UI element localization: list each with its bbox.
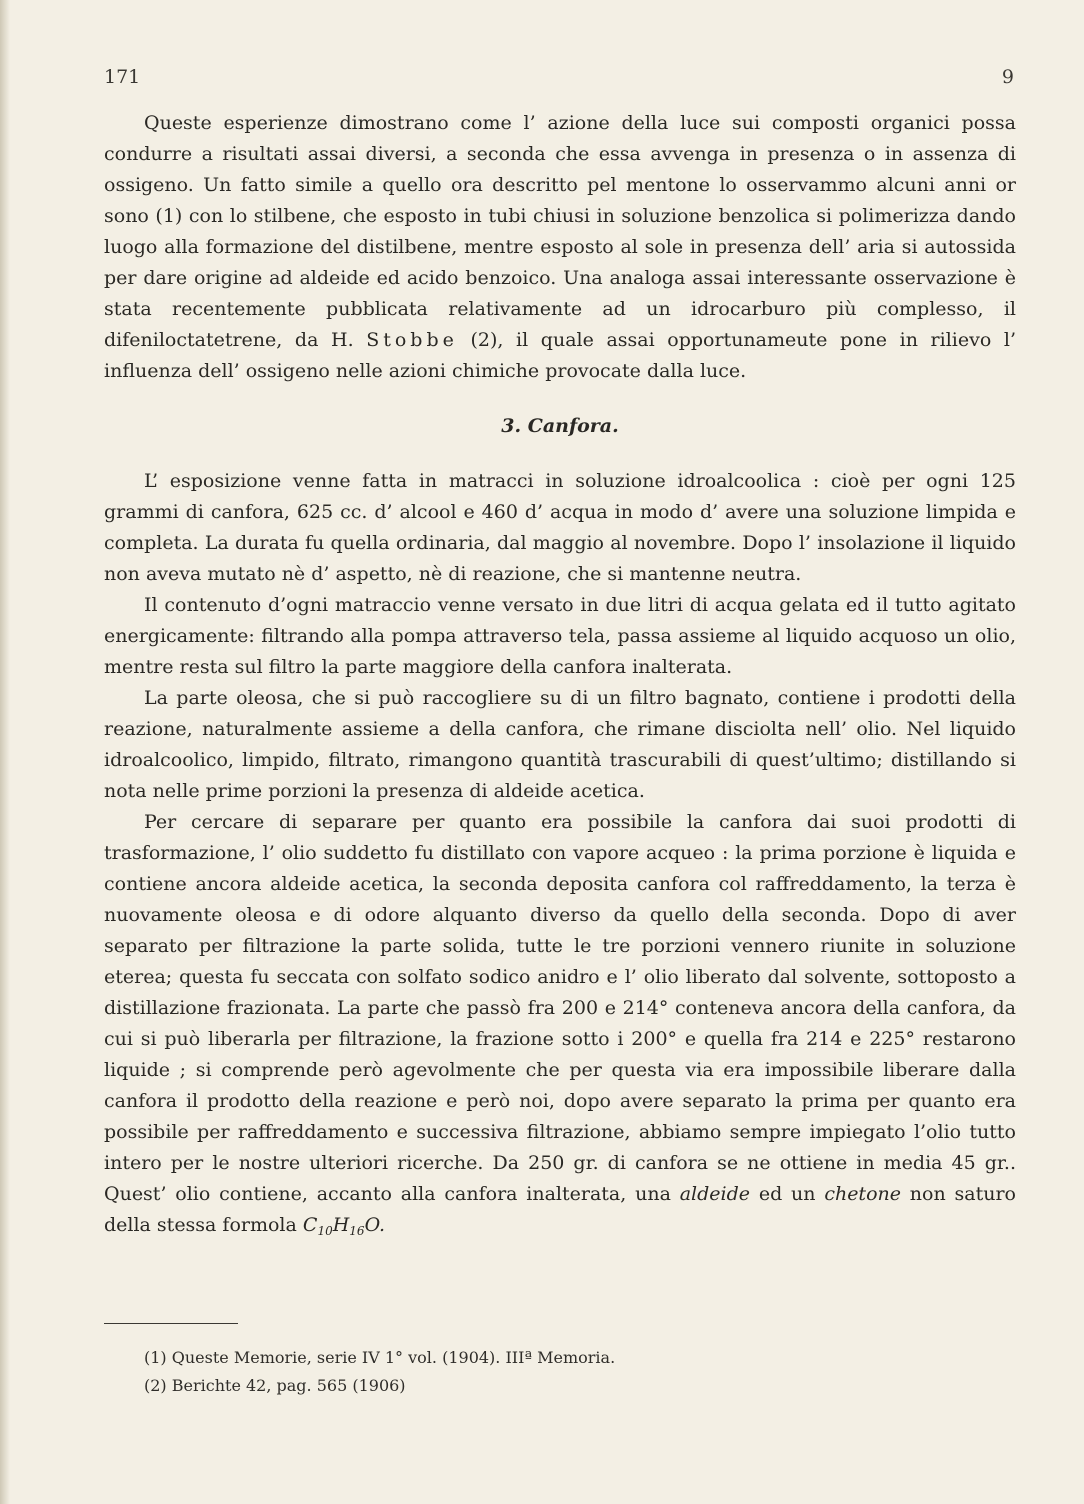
paragraph-5-text-a: Per cercare di separare per quanto era possibile la canfora dai suoi prodotti di trasformazione, l’ olio suddetto fu distillato con vapore acqueo : la prima porzione è liquida e contiene ancora aldeide acetica, la seconda deposita canfora col raffreddamento, la terza è nuovamente oleosa e di odore alquanto diverso da quello della seconda. Dopo di aver separato per filtrazione la parte solida, tutte le tre porzioni vennero riunite in soluzione eterea; questa fu seccata con solfato sodico anidro e l’ olio liberato dal solvente, sottoposto a distillazione frazionata. La parte che passò fra 200 e 214° conteneva ancora della canfora, da cui si può liberarla per filtrazione, la frazione sotto i 200° e quella fra 214 e 225° restarono liquide ; si comprende però agevolmente che per questa via era impossibile liberare dalla canfora il prodotto della reazione e però noi, dopo avere separato la prima per quanto era possibile per raffreddamento e successiva filtrazione, abbiamo sempre impiegato l’olio tutto intero per le nostre ulteriori ricerche. Da 250 gr. di canfora se ne ottiene in media 45 gr.. Quest’ olio contiene, accanto alla canfora inalterata, una <box>104 811 1016 1205</box>
paragraph-5 <box>104 807 1016 1247</box>
footnote-2: (2) Berichte 42, pag. 565 (1906) <box>144 1376 406 1395</box>
paragraph-5-text-b: non saturo della stessa formola <box>104 1183 1016 1236</box>
page-header <box>104 66 1014 88</box>
word-aldeide: aldeide <box>679 1183 751 1205</box>
paragraph-2: L’ esposizione venne fatta in matracci in soluzione idroalcoolica : cioè per ogni 125 grammi di canfora, 625 cc. d’ alcool e 460 d’ acqua in modo d’ avere una soluzione limpida e completa. La durata fu quella ordinaria, dal maggio al novembre. Dopo l’ insolazione il liquido non aveva mutato nè d’ aspetto, nè di reazione, che si mantenne neutra. <box>104 470 1016 585</box>
word-chetone: chetone <box>824 1183 901 1205</box>
page-number-left: 171 <box>104 66 141 88</box>
main-text <box>104 108 1016 1247</box>
page-number-right: 9 <box>1001 66 1014 88</box>
footnote-1: (1) Queste Memorie, serie IV 1° vol. (1904). IIIª Memoria. <box>144 1348 616 1367</box>
paragraph-1-text-a: Queste esperienze dimostrano come l’ azione della luce sui composti organici possa condurre a risultati assai diversi, a seconda che essa avvenga in presenza o in assenza di ossigeno. Un fatto simile a quello ora descritto pel mentone lo osservammo alcuni anni or sono (1) con lo stilbene, che esposto in tubi chiusi in soluzione benzolica si polimerizza dando luogo alla formazione del distilbene, mentre esposto al sole in presenza dell’ aria si autossida per dare origine ad aldeide ed acido benzoico. Una analoga assai interessante osservazione è stata recentemente pubblicata relativamente ad un idrocarburo più complesso, il difeniloctatetrene, da H. <box>104 112 1016 351</box>
paragraph-3: Il contenuto d’ogni matraccio venne versato in due litri di acqua gelata ed il tutto agitato energicamente: filtrando alla pompa attraverso tela, passa assieme al liquido acquoso un olio, mentre resta sul filtro la parte maggiore della canfora inalterata. <box>104 594 1016 678</box>
page-edge <box>0 0 10 1504</box>
paragraph-5-text-ed: ed un <box>750 1183 825 1205</box>
footnote-rule <box>104 1323 238 1324</box>
author-name: Stobbe <box>366 329 458 351</box>
section-title: 3. Canfora. <box>501 415 619 437</box>
chemical-formula: $C_{10}H_{16}O$. <box>302 1214 386 1238</box>
footnotes <box>144 1344 615 1400</box>
paragraph-4: La parte oleosa, che si può raccogliere su di un filtro bagnato, contiene i prodotti della reazione, naturalmente assieme a della canfora, che rimane disciolta nell’ olio. Nel liquido idroalcoolico, limpido, filtrato, rimangono quantità trascurabili di quest’ultimo; distillando si nota nelle prime porzioni la presenza di aldeide acetica. <box>104 687 1016 802</box>
paragraph-1 <box>104 108 1016 387</box>
paragraph-1-text-b: (2), il quale assai opportunameute pone in rilievo l’ influenza dell’ ossigeno nelle azioni chimiche provocate dalla luce. <box>104 329 1017 382</box>
